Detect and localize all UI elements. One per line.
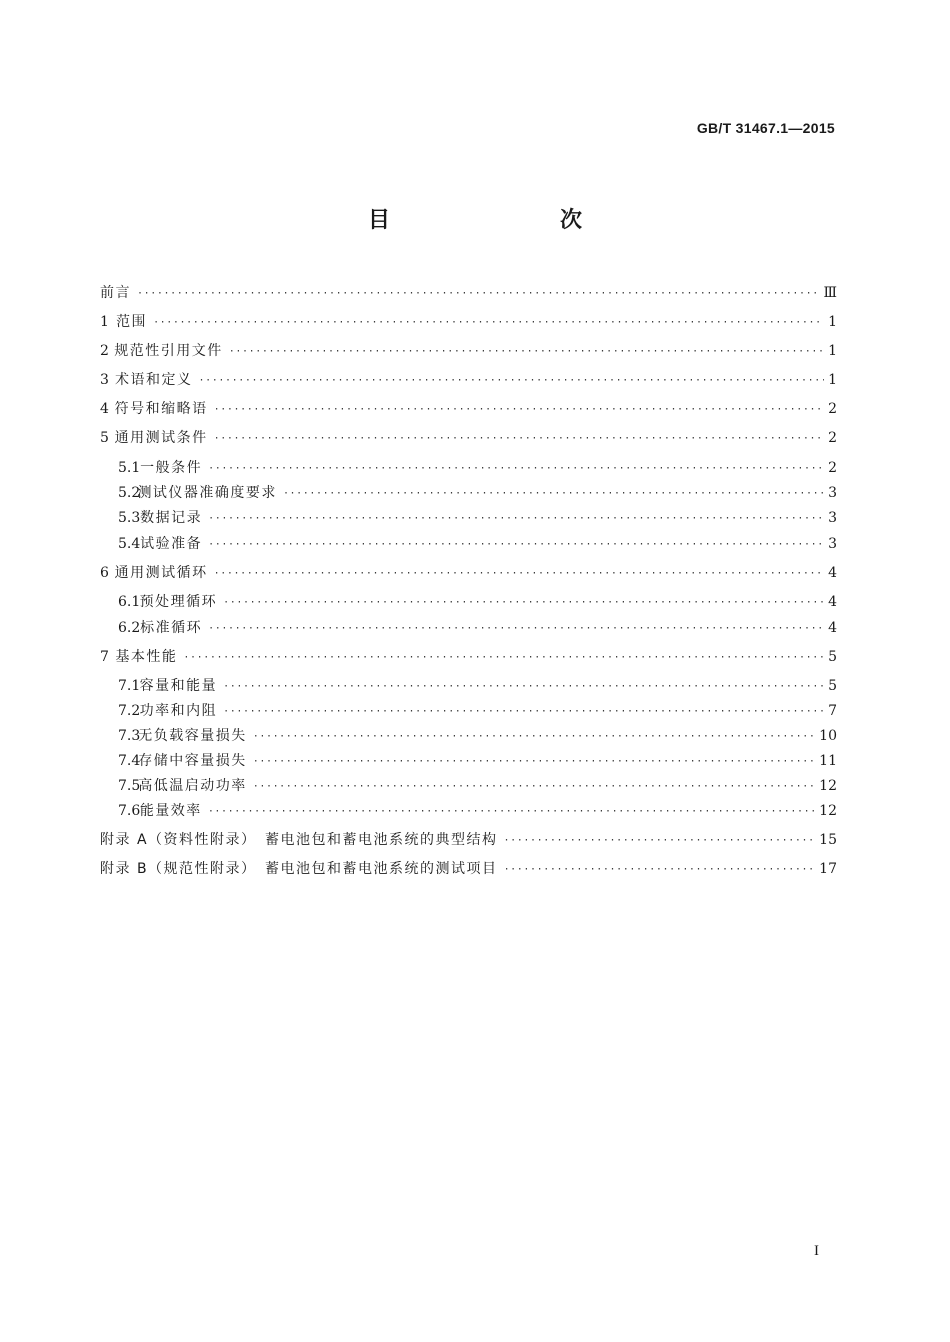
toc-entry-label: 附录 A（资料性附录） 蓄电池包和蓄电池系统的典型结构 (100, 832, 498, 848)
toc-entry-label: 容量和能量 (139, 678, 218, 694)
toc-entry-number: 6.1 (118, 594, 141, 610)
toc-entry-label: 前言 (100, 285, 131, 301)
page-title: 目 次 (367, 208, 624, 233)
toc-entry[interactable] (100, 858, 837, 880)
toc-dot-leader (504, 859, 816, 881)
toc-entry[interactable] (100, 427, 837, 449)
toc-entry-page: 3 (828, 536, 837, 552)
toc-entry-number: 7 (100, 649, 109, 665)
toc-dot-leader (183, 647, 824, 669)
toc-dot-leader (223, 592, 824, 614)
toc-entry[interactable] (118, 591, 837, 613)
toc-entry-page: 11 (819, 753, 837, 769)
toc-entry-number: 7.5 (118, 778, 141, 794)
toc-entry[interactable] (118, 700, 837, 722)
toc-entry[interactable] (118, 725, 837, 747)
toc-entry-page: 4 (828, 594, 837, 610)
toc-entry-number: 2 (100, 343, 109, 359)
toc-entry-label: 附录 B（规范性附录） 蓄电池包和蓄电池系统的测试项目 (100, 861, 498, 877)
toc-dot-leader (504, 830, 816, 852)
standard-code: GB/T 31467.1—2015 (696, 120, 835, 136)
toc-entry[interactable] (100, 398, 837, 420)
toc-entry[interactable] (100, 311, 837, 333)
toc-entry-page: 12 (819, 778, 837, 794)
toc-entry-page: 1 (828, 314, 837, 330)
toc-dot-leader (137, 283, 819, 305)
toc-dot-leader (208, 618, 824, 640)
toc-entry-label: 基本性能 (115, 649, 178, 665)
toc-dot-leader (208, 534, 824, 556)
toc-entry-page: 3 (828, 485, 837, 501)
toc-dot-leader (214, 428, 824, 450)
toc-entry[interactable] (118, 775, 837, 797)
toc-entry-page: 7 (828, 703, 837, 719)
toc-dot-leader (208, 801, 815, 823)
toc-dot-leader (253, 776, 815, 798)
toc-entry-label: 无负载容量损失 (138, 728, 247, 744)
toc-entry-number: 7.1 (118, 678, 141, 694)
page-number: I (814, 1243, 819, 1259)
toc-entry-label: 预处理循环 (139, 594, 218, 610)
toc-entry[interactable] (118, 507, 837, 529)
toc-entry[interactable] (100, 562, 837, 584)
toc-entry-page: 4 (828, 565, 837, 581)
toc-entry-number: 4 (100, 401, 109, 417)
toc-entry[interactable] (100, 369, 837, 391)
toc-entry-number: 1 (100, 314, 109, 330)
toc-entry-label: 规范性引用文件 (114, 343, 223, 359)
toc-entry-number: 7.2 (118, 703, 141, 719)
toc-entry-number: 5.4 (118, 536, 141, 552)
toc-entry-page: 1 (828, 343, 837, 359)
toc-entry[interactable] (118, 750, 837, 772)
toc-dot-leader (283, 483, 824, 505)
toc-entry-number: 5.2 (118, 485, 141, 501)
toc-entry-page: 2 (828, 460, 837, 476)
toc-entry-label: 存储中容量损失 (138, 753, 247, 769)
toc-dot-leader (253, 751, 815, 773)
toc-entry-page: 17 (819, 861, 837, 877)
toc-dot-leader (223, 676, 824, 698)
toc-entry-number: 6.2 (118, 620, 141, 636)
toc-entry[interactable] (118, 457, 837, 479)
toc-entry-label: 一般条件 (140, 460, 203, 476)
toc-dot-leader (253, 726, 815, 748)
toc-dot-leader (229, 341, 824, 363)
toc-entry-page: 2 (828, 401, 837, 417)
toc-entry-label: 数据记录 (140, 510, 203, 526)
toc-entry[interactable] (118, 533, 837, 555)
toc-entry[interactable] (100, 340, 837, 362)
toc-entry[interactable] (100, 829, 837, 851)
toc-entry-number: 6 (100, 565, 109, 581)
toc-entry-label: 通用测试循环 (114, 565, 208, 581)
toc-entry[interactable] (100, 646, 837, 668)
toc-entry-page: 15 (819, 832, 837, 848)
toc-entry-page: 3 (828, 510, 837, 526)
toc-entry[interactable] (118, 482, 837, 504)
toc-entry[interactable] (118, 675, 837, 697)
toc-dot-leader (223, 701, 824, 723)
toc-dot-leader (208, 458, 824, 480)
toc-entry-label: 术语和定义 (114, 372, 193, 388)
toc-entry-label: 高低温启动功率 (138, 778, 247, 794)
toc-entry-page: 5 (828, 678, 837, 694)
toc-entry-number: 7.4 (118, 753, 141, 769)
toc-entry-page: 5 (828, 649, 837, 665)
toc-dot-leader (208, 508, 824, 530)
toc-entry[interactable] (100, 282, 837, 304)
toc-entry-label: 标准循环 (140, 620, 203, 636)
toc-entry-page: 10 (819, 728, 837, 744)
toc-entry[interactable] (118, 617, 837, 639)
toc-entry-page: 4 (828, 620, 837, 636)
toc-entry-label: 符号和缩略语 (114, 401, 208, 417)
toc-dot-leader (198, 370, 824, 392)
toc-entry-label: 通用测试条件 (114, 430, 208, 446)
toc-entry-number: 5 (100, 430, 109, 446)
toc-entry-label: 试验准备 (140, 536, 203, 552)
toc-entry-page: 2 (828, 430, 837, 446)
toc-dot-leader (153, 312, 824, 334)
toc-entry-label: 能量效率 (139, 803, 202, 819)
toc-entry-page: 1 (828, 372, 837, 388)
toc-entry-label: 范围 (116, 314, 148, 330)
toc-entry-number: 7.3 (118, 728, 141, 744)
toc-entry-label: 测试仪器准确度要求 (137, 485, 277, 501)
toc-dot-leader (214, 563, 824, 585)
toc-entry-number: 3 (100, 372, 109, 388)
toc-entry-page: Ⅲ (823, 285, 837, 301)
toc-entry[interactable] (118, 800, 837, 822)
toc-entry-label: 功率和内阻 (139, 703, 218, 719)
toc-entry-number: 7.6 (118, 803, 141, 819)
toc-entry-number: 5.3 (118, 510, 141, 526)
toc-dot-leader (214, 399, 824, 421)
toc-entry-page: 12 (819, 803, 837, 819)
toc-entry-number: 5.1 (118, 460, 141, 476)
